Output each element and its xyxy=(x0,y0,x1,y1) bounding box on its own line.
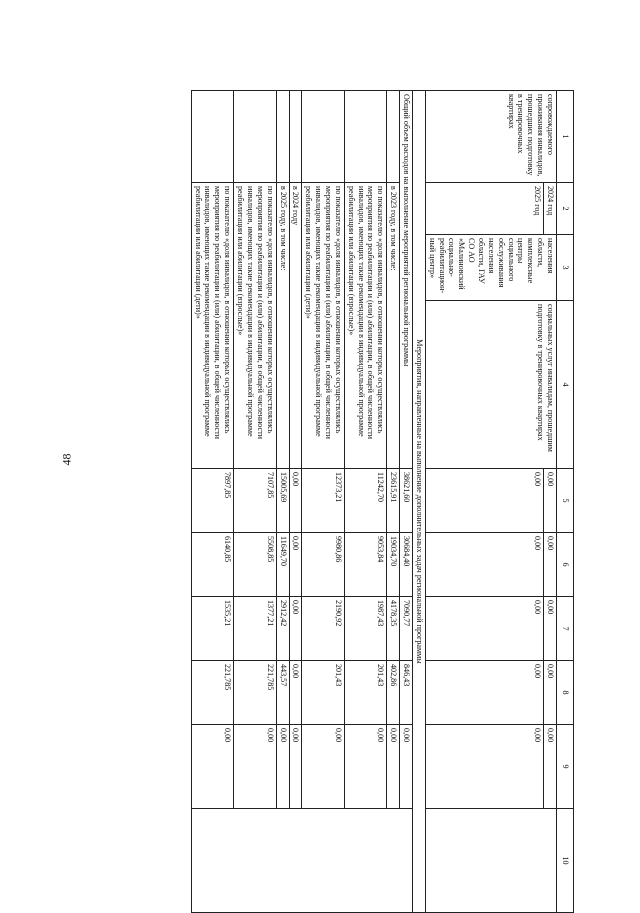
total-row xyxy=(400,91,413,913)
value-cell: 0,00 xyxy=(544,597,557,661)
empty-cell xyxy=(289,91,302,183)
value-cell: 0,00 xyxy=(387,725,400,809)
value-cell: 2912,42 xyxy=(276,597,289,661)
column-number: 6 xyxy=(557,533,574,597)
row-label: в 2023 году, в том числе: xyxy=(387,183,400,469)
empty-cell xyxy=(425,809,556,913)
value-cell: 0,00 xyxy=(425,469,543,533)
column-number: 1 xyxy=(557,91,574,183)
value-cell: 7090,77 xyxy=(400,597,413,661)
value-cell: 221,785 xyxy=(191,661,233,725)
value-cell: 402,86 xyxy=(387,661,400,725)
result-cell: социальных услуг инвалидам, прошедшим подготовку в тренировочных квартирах xyxy=(425,301,556,469)
program-expenses-table xyxy=(191,90,574,913)
column-number: 3 xyxy=(557,235,574,301)
empty-cell xyxy=(276,91,289,183)
activity-cell: сопровождаемого проживания инвалидов, прошедших подготовку в тренировочных квартирах xyxy=(425,91,556,183)
value-cell: 7107,85 xyxy=(234,469,276,533)
column-number: 8 xyxy=(557,661,574,725)
table-row xyxy=(234,91,276,913)
row-label: в 2025 году, в том числе: xyxy=(276,183,289,469)
value-cell: 0,00 xyxy=(289,661,302,725)
empty-cell xyxy=(344,91,386,183)
value-cell: 0,00 xyxy=(425,661,543,725)
row-label: по показателю «доля инвалидов, в отношении которых осуществлялись мероприятия по реабилитации и (или) абилитации, в общей численности инвалидов, имеющих такие рекомендации в индивидуальной программе реабилитации или абилитации (дети)» xyxy=(302,183,344,469)
executor-cell: населения области, комплексные центры социального обслуживания населения области, ГАУ СО АО «Малиновский социально-реабилитацион-ный центр» xyxy=(425,235,556,301)
value-cell: 9053,84 xyxy=(344,533,386,597)
value-cell: 846,43 xyxy=(400,661,413,725)
value-cell: 19034,70 xyxy=(387,533,400,597)
empty-cell xyxy=(191,809,412,913)
table-row xyxy=(302,91,344,913)
continuation-row-2025 xyxy=(425,91,543,913)
value-cell: 0,00 xyxy=(400,725,413,809)
value-cell: 0,00 xyxy=(425,533,543,597)
value-cell: 1377,21 xyxy=(234,597,276,661)
column-number: 9 xyxy=(557,725,574,809)
table-row xyxy=(191,91,233,913)
value-cell: 0,00 xyxy=(289,469,302,533)
column-number: 10 xyxy=(557,809,574,913)
value-cell: 0,00 xyxy=(544,533,557,597)
section-title-row xyxy=(412,91,425,913)
table-row xyxy=(289,91,302,913)
value-cell: 0,00 xyxy=(544,469,557,533)
row-label: в 2024 году xyxy=(289,183,302,469)
empty-cell xyxy=(387,91,400,183)
value-cell: 201,43 xyxy=(302,661,344,725)
column-number-row xyxy=(557,91,574,913)
row-label: по показателю «доля инвалидов, в отношении которых осуществлялись мероприятия по реабилитации и (или) абилитации, в общей численности инвалидов, имеющих такие рекомендации в индивидуальной программе реабилитации или абилитации (дети)» xyxy=(191,183,233,469)
row-label: Общий объем расходов на выполнение мероприятий региональной программы xyxy=(400,91,413,469)
value-cell: 9980,86 xyxy=(302,533,344,597)
table-row xyxy=(387,91,400,913)
value-cell: 201,43 xyxy=(344,661,386,725)
value-cell: 443,57 xyxy=(276,661,289,725)
table-row xyxy=(344,91,386,913)
rotated-table-container xyxy=(106,90,574,912)
column-number: 5 xyxy=(557,469,574,533)
value-cell: 0,00 xyxy=(234,725,276,809)
value-cell: 1987,43 xyxy=(344,597,386,661)
value-cell: 12373,21 xyxy=(302,469,344,533)
continuation-row-2024 xyxy=(544,91,557,913)
column-number: 2 xyxy=(557,183,574,235)
section-title: Мероприятия, направленные на выполнение дополнительных задач региональной программы xyxy=(412,91,425,913)
row-label: по показателю «доля инвалидов, в отношении которых осуществлялись мероприятия по реабилитации и (или) абилитации, в общей численности инвалидов, имеющих такие рекомендации в индивидуальной программе реабилитации или абилитации (взрослые)» xyxy=(344,183,386,469)
value-cell: 0,00 xyxy=(276,725,289,809)
column-number: 4 xyxy=(557,301,574,469)
value-cell: 0,00 xyxy=(544,725,557,809)
column-number: 7 xyxy=(557,597,574,661)
value-cell: 11242,70 xyxy=(344,469,386,533)
value-cell: 38621,60 xyxy=(400,469,413,533)
value-cell: 0,00 xyxy=(425,597,543,661)
value-cell: 0,00 xyxy=(425,725,543,809)
value-cell: 0,00 xyxy=(344,725,386,809)
value-cell: 11649,70 xyxy=(276,533,289,597)
value-cell: 0,00 xyxy=(191,725,233,809)
value-cell: 0,00 xyxy=(289,725,302,809)
value-cell: 0,00 xyxy=(302,725,344,809)
year-cell: 2024 год xyxy=(544,183,557,235)
value-cell: 5508,85 xyxy=(234,533,276,597)
value-cell: 6140,85 xyxy=(191,533,233,597)
value-cell: 4178,35 xyxy=(387,597,400,661)
value-cell: 0,00 xyxy=(544,661,557,725)
value-cell: 1535,21 xyxy=(191,597,233,661)
value-cell: 0,00 xyxy=(289,597,302,661)
empty-cell xyxy=(234,91,276,183)
table-row xyxy=(276,91,289,913)
empty-cell xyxy=(191,91,233,183)
value-cell: 221,785 xyxy=(234,661,276,725)
row-label: по показателю «доля инвалидов, в отношении которых осуществлялись мероприятия по реабилитации и (или) абилитации, в общей численности инвалидов, имеющих такие рекомендации в индивидуальной программе реабилитации или абилитации (взрослые)» xyxy=(234,183,276,469)
value-cell: 2190,92 xyxy=(302,597,344,661)
empty-cell xyxy=(302,91,344,183)
page-number: 48 xyxy=(59,453,74,466)
value-cell: 23615,91 xyxy=(387,469,400,533)
value-cell: 30684,40 xyxy=(400,533,413,597)
value-cell: 0,00 xyxy=(289,533,302,597)
value-cell: 7897,85 xyxy=(191,469,233,533)
year-cell: 2025 год xyxy=(425,183,543,235)
value-cell: 15005,69 xyxy=(276,469,289,533)
